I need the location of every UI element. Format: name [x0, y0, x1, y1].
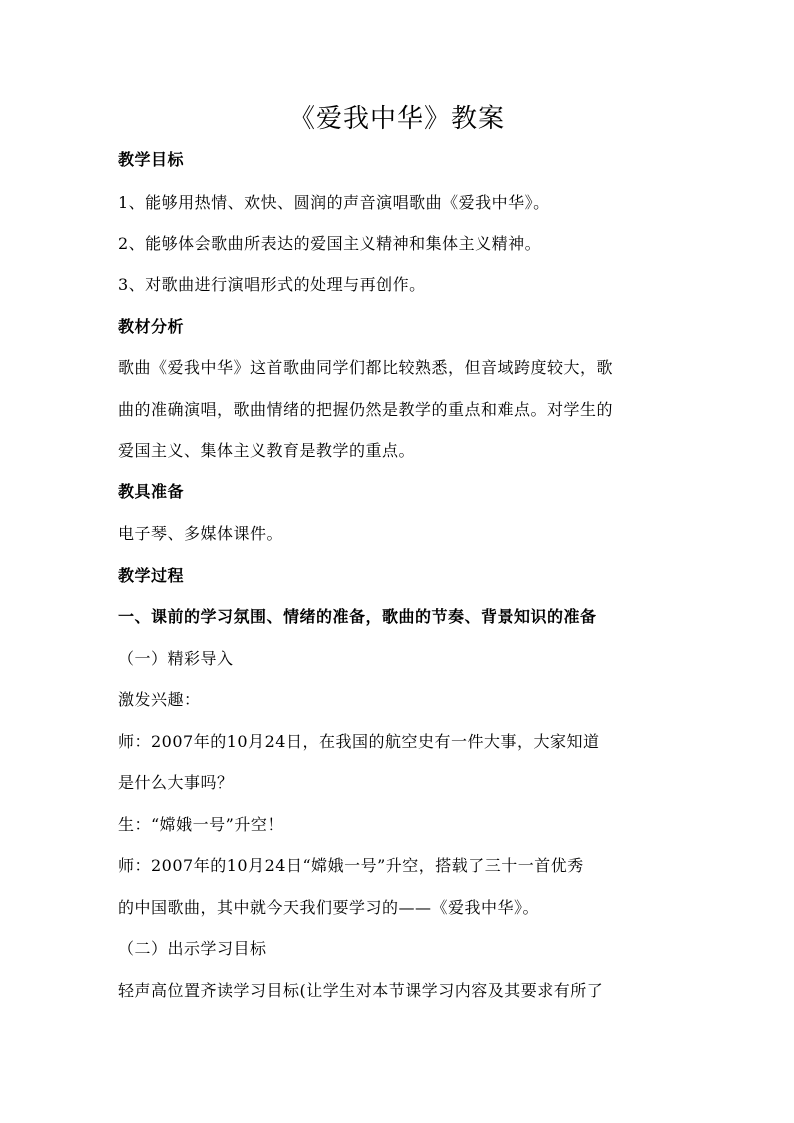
- analysis-paragraph-line-1: 歌曲《爱我中华》这首歌曲同学们都比较熟悉，但音域跨度较大，歌: [118, 358, 614, 377]
- teacher-dialogue-1-line-1: 师：2007年的10月24日，在我国的航空史有一件大事，大家知道: [118, 732, 600, 751]
- goal-item-3: 3、对歌曲进行演唱形式的处理与再创作。: [118, 275, 426, 294]
- analysis-paragraph-line-3: 爱国主义、集体主义教育是教学的重点。: [118, 441, 416, 460]
- section-heading-tools: 教具准备: [118, 482, 185, 501]
- document-title: 《爱我中华》教案: [288, 104, 505, 134]
- process-subheading-1: 一、课前的学习氛围、情绪的准备，歌曲的节奏、背景知识的准备: [118, 607, 597, 626]
- teacher-dialogue-1-line-2: 是什么大事吗？: [118, 773, 234, 792]
- teacher-dialogue-2-line-1: 师：2007年的10月24日“嫦娥一号”升空，搭载了三十一首优秀: [118, 856, 584, 875]
- section-heading-process: 教学过程: [118, 566, 185, 585]
- section-heading-analysis: 教材分析: [118, 317, 185, 336]
- goal-item-2: 2、能够体会歌曲所表达的爱国主义精神和集体主义精神。: [118, 234, 542, 253]
- goal-item-1: 1、能够用热情、欢快、圆润的声音演唱歌曲《爱我中华》。: [118, 193, 550, 212]
- analysis-paragraph-line-2: 曲的准确演唱，歌曲情绪的把握仍然是教学的重点和难点。对学生的: [118, 400, 614, 419]
- section-heading-goals: 教学目标: [118, 150, 185, 169]
- student-dialogue-1: 生：“嫦娥一号”升空！: [118, 815, 284, 834]
- process-subheading-1a: （一）精彩导入: [118, 649, 234, 668]
- tools-text: 电子琴、多媒体课件。: [118, 524, 284, 543]
- interest-label: 激发兴趣：: [118, 690, 201, 709]
- read-goals-line: 轻声高位置齐读学习目标(让学生对本节课学习内容及其要求有所了: [118, 981, 604, 1000]
- teacher-dialogue-2-line-2: 的中国歌曲，其中就今天我们要学习的——《爱我中华》。: [118, 898, 540, 917]
- process-subheading-1b: （二）出示学习目标: [118, 939, 267, 958]
